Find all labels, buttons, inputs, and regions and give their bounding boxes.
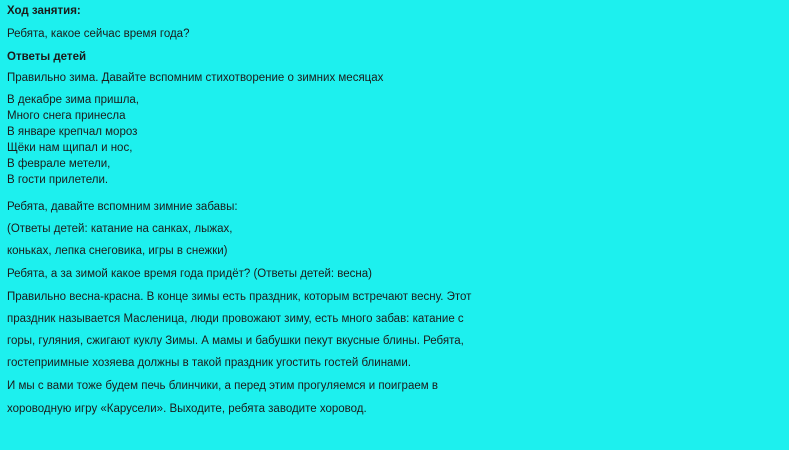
paragraph-line: Ребята, давайте вспомним зимние забавы: (7, 201, 238, 213)
paragraph-line: праздник называется Масленица, люди провожают зиму, есть много забав: катание с (7, 313, 464, 325)
paragraph-line: И мы с вами тоже будем печь блинчики, а перед этим прогуляемся и поиграем в (7, 380, 438, 392)
answer-winter-intro: Правильно зима. Давайте вспомним стихотворение о зимних месяцах (7, 72, 384, 84)
question-current-season: Ребята, какое сейчас время года? (7, 28, 190, 40)
poem-line: В декабре зима пришла, (7, 94, 139, 106)
poem-line: В феврале метели, (7, 158, 111, 170)
paragraph-line: (Ответы детей: катание на санках, лыжах, (7, 223, 233, 235)
paragraph-line: Ребята, а за зимой какое время года придёт? (Ответы детей: весна) (7, 268, 372, 280)
paragraph-line: коньках, лепка снеговика, игры в снежки) (7, 245, 228, 257)
poem-line: Много снега принесла (7, 110, 126, 122)
heading-children-answers: Ответы детей (7, 51, 87, 63)
paragraph-line: Правильно весна-красна. В конце зимы есть праздник, которым встречают весну. Этот (7, 291, 472, 303)
poem-line: Щёки нам щипал и нос, (7, 142, 133, 154)
paragraph-line: горы, гуляния, сжигают куклу Зимы. А мамы и бабушки пекут вкусные блины. Ребята, (7, 335, 464, 347)
paragraph-line: хороводную игру «Карусели». Выходите, ребята заводите хоровод. (7, 403, 367, 415)
poem-line: В январе крепчал мороз (7, 126, 138, 138)
heading-lesson-progress: Ход занятия: (7, 5, 81, 17)
page-margin-strip (789, 0, 800, 450)
poem-line: В гости прилетели. (7, 174, 109, 186)
paragraph-line: гостеприимные хозяева должны в такой праздник угостить гостей блинами. (7, 357, 411, 369)
